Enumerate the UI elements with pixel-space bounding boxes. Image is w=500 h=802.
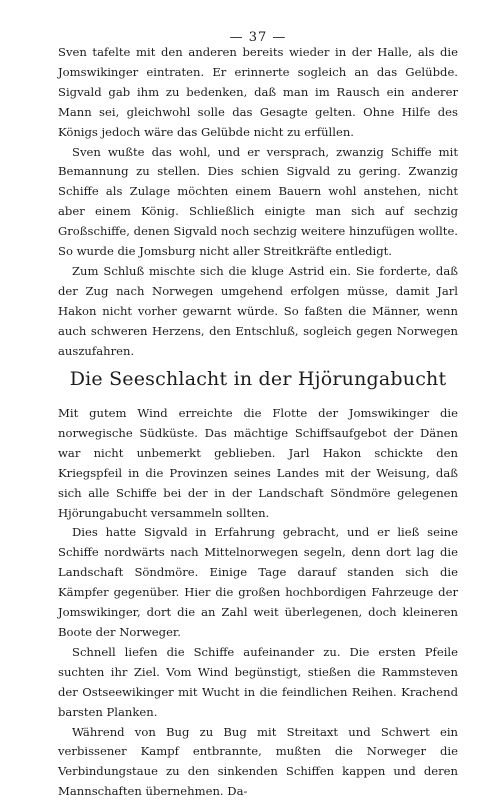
chapter-heading: Die Seeschlacht in der Hjörungabucht [58, 368, 458, 390]
paragraph: Sven tafelte mit den anderen bereits wieder in der Halle, als die Jomswikinger eintraten. Er erinnerte sogleich an das Gelübde. Sigvald gab ihm zu bedenken, daß man im Rausch ein anderer Mann sei, gleichwohl solle das Gesagte gelten. Ohne Hilfe des Königs jedoch wäre das Gelübde nicht zu erfüllen. [58, 43, 458, 143]
paragraph: Zum Schluß mischte sich die kluge Astrid ein. Sie forderte, daß der Zug nach Norwegen umgehend erfolgen müsse, damit Jarl Hakon nicht vorher gewarnt würde. So faßten die Männer, wenn auch schweren Herzens, den Entschluß, sogleich gegen Norwegen auszufahren. [58, 262, 458, 362]
paragraph: Mit gutem Wind erreichte die Flotte der Jomswikinger die norwegische Südküste. Das mächtige Schiffsaufgebot der Dänen war nicht unbemerkt geblieben. Jarl Hakon schickte den Kriegspfeil in die Provinzen seines Landes mit der Weisung, daß sich alle Schiffe bei der in der Landschaft Söndmöre gelegenen Hjörungabucht versammeln sollten. [58, 404, 458, 523]
page-number: — 37 — [58, 30, 458, 45]
text-section-2 [58, 404, 458, 802]
text-section-1 [58, 43, 458, 362]
paragraph: Während von Bug zu Bug mit Streitaxt und Schwert ein verbissener Kampf entbrannte, mußten die Norweger die Verbindungstaue zu den sinkenden Schiffen kappen und deren Mannschaften übernehmen. Da- [58, 723, 458, 802]
paragraph: Schnell liefen die Schiffe aufeinander zu. Die ersten Pfeile suchten ihr Ziel. Vom Wind begünstigt, stießen die Rammsteven der Ostseewikinger mit Wucht in die feindlichen Reihen. Krachend barsten Planken. [58, 643, 458, 723]
paragraph: Dies hatte Sigvald in Erfahrung gebracht, und er ließ seine Schiffe nordwärts nach Mittelnorwegen segeln, denn dort lag die Landschaft Söndmöre. Einige Tage darauf standen sich die Kämpfer gegenüber. Hier die großen hochbordigen Fahrzeuge der Jomswikinger, dort die an Zahl weit überlegenen, doch kleineren Boote der Norweger. [58, 523, 458, 642]
paragraph: Sven wußte das wohl, und er versprach, zwanzig Schiffe mit Bemannung zu stellen. Dies schien Sigvald zu gering. Zwanzig Schiffe als Zulage möchten einem Bauern wohl anstehen, nicht aber einem König. Schließlich einigte man sich auf sechzig Großschiffe, denen Sigvald noch sechzig weitere hinzufügen wollte. So wurde die Jomsburg nicht aller Streitkräfte entledigt. [58, 143, 458, 262]
book-page [58, 0, 458, 735]
